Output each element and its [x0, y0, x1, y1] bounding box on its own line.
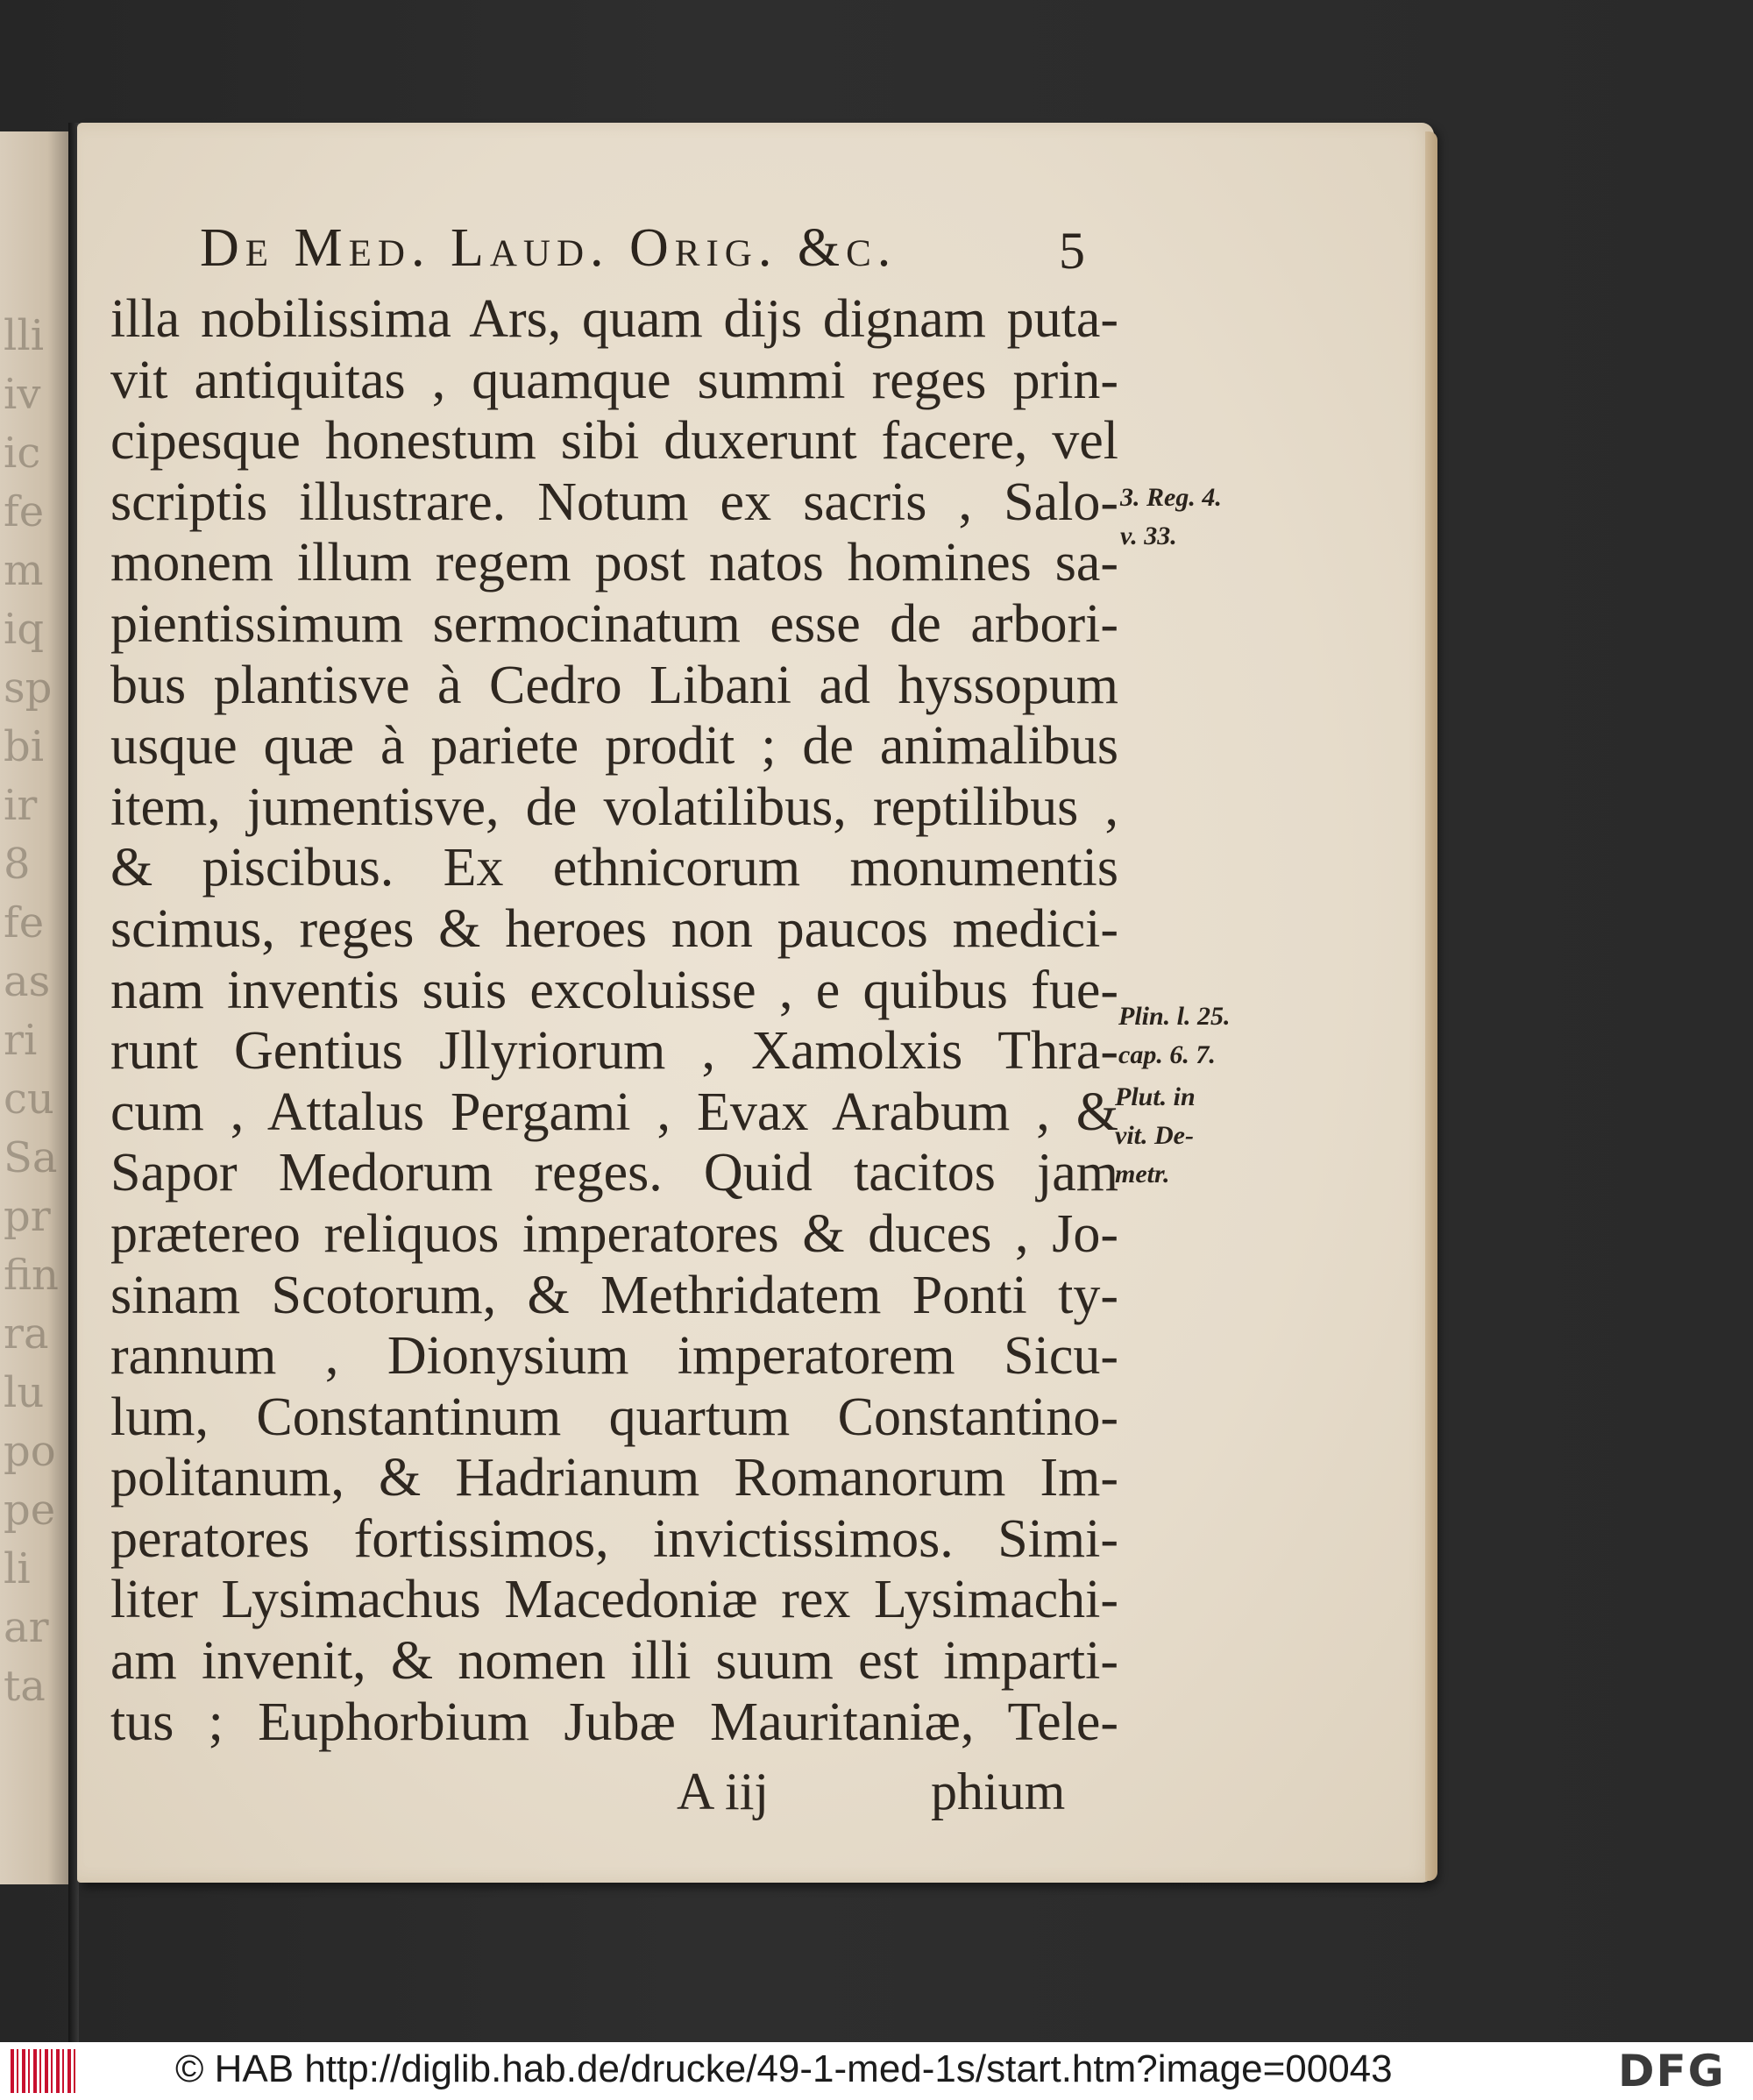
text-line: sinam Scotorum, & Methridatem Ponti ty- — [110, 1265, 1118, 1325]
text-line: nam inventis suis excoluisse , e quibus fue- — [110, 960, 1118, 1020]
credit-link[interactable]: © HAB http://diglib.hab.de/drucke/49-1-med-1s/start.htm?image=00043 — [175, 2047, 1393, 2090]
text-line: vit antiquitas , quamque summi reges prin- — [110, 350, 1118, 410]
previous-page-bleed-text: lli iv ic fe m iq sp bi ir 8 fe as ri cu Sa pr fin ra lu po pe li ar ta — [4, 311, 59, 1711]
text-line: bus plantisve à Cedro Libani ad hyssopum — [110, 655, 1118, 715]
running-head: De Med. Laud. Orig. &c. — [200, 218, 898, 278]
text-line: prætereo reliquos imperatores & duces , Jo- — [110, 1203, 1118, 1264]
signature-mark: A iij — [677, 1763, 770, 1820]
page-number: 5 — [1059, 222, 1085, 280]
text-line: illa nobilissima Ars, quam dijs dignam puta- — [110, 289, 1118, 349]
body-text — [110, 289, 1118, 1753]
text-line: am invenit, & nomen illi suum est imparti- — [110, 1631, 1118, 1692]
text-line: pientissimum sermocinatum esse de arbori- — [110, 593, 1118, 654]
text-line: scimus, reges & heroes non paucos medici- — [110, 898, 1118, 959]
footer-bar — [0, 2042, 1753, 2100]
text-line: politanum, & Hadrianum Romanorum Im- — [110, 1448, 1118, 1508]
text-line: lum, Constantinum quartum Constantino- — [110, 1387, 1118, 1447]
text-line: Sapor Medorum reges. Quid tacitos jam — [110, 1143, 1118, 1203]
marginal-note-plin: Plin. l. 25. cap. 6. 7. — [1118, 1002, 1231, 1069]
text-line: liter Lysimachus Macedoniæ rex Lysimachi- — [110, 1570, 1118, 1630]
previous-page-edge — [0, 131, 68, 1884]
dfg-logo: DFG — [1618, 2046, 1726, 2096]
text-line: cipesque honestum sibi duxerunt facere, vel — [110, 411, 1118, 472]
marginal-note-reg: 3. Reg. 4. v. 33. — [1120, 483, 1222, 550]
text-line: item, jumentisve, de volatilibus, reptilibus , — [110, 777, 1118, 837]
barcode-icon — [11, 2049, 75, 2093]
text-line: & piscibus. Ex ethnicorum monumentis — [110, 838, 1118, 898]
text-line: scriptis illustrare. Notum ex sacris , Salo- — [110, 472, 1118, 532]
text-line: usque quæ à pariete prodit ; de animalibus — [110, 716, 1118, 777]
text-line: peratores fortissimos, invictissimos. Simi- — [110, 1508, 1118, 1569]
text-line: runt Gentius Jllyriorum , Xamolxis Thra- — [110, 1021, 1118, 1082]
text-line: cum , Attalus Pergami , Evax Arabum , & — [110, 1082, 1118, 1142]
text-line: rannum , Dionysium imperatorem Sicu- — [110, 1326, 1118, 1387]
marginal-note-plut: Plut. in vit. De- metr. — [1115, 1082, 1196, 1188]
text-line: tus ; Euphorbium Jubæ Mauritaniæ, Tele- — [110, 1692, 1118, 1752]
text-line: monem illum regem post natos homines sa- — [110, 533, 1118, 593]
page-edge — [1425, 131, 1437, 1881]
catchword: phium — [931, 1763, 1066, 1820]
